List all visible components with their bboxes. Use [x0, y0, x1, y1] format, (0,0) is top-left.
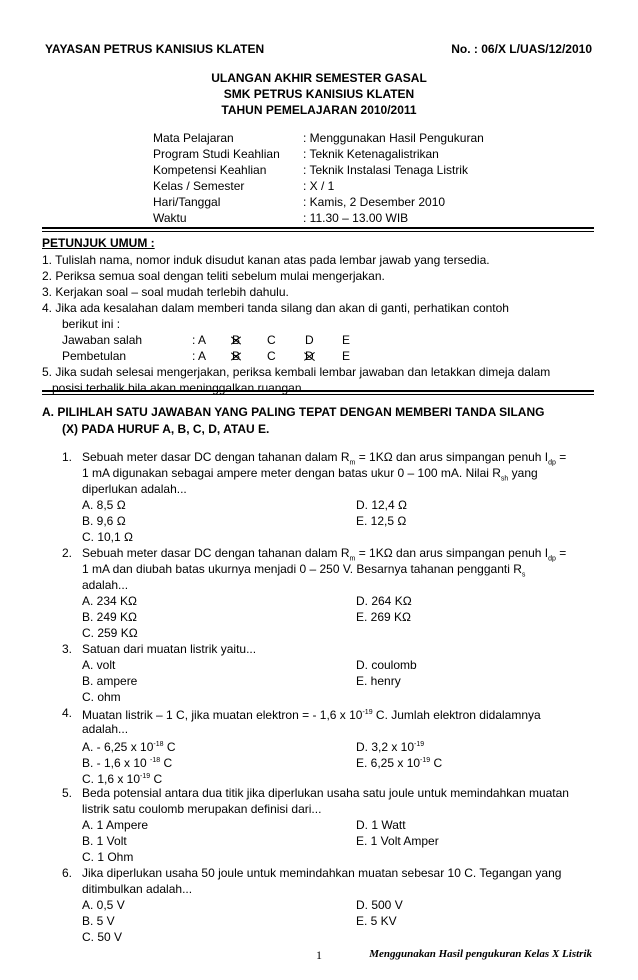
example-correction: Pembetulan : A B C D E: [62, 349, 351, 363]
q4-option-a: A. - 6,25 x $10^{-18}$ C: [82, 740, 176, 754]
question-5: 5. Beda potensial antara dua titik jika diperlukan usaha satu joule untuk memindahkan muatan: [62, 786, 569, 800]
question-3: 3. Satuan dari muatan listrik yaitu...: [62, 642, 257, 656]
divider-top: [42, 227, 594, 232]
question-2: 2. Sebuah meter dasar DC dengan tahanan dalam $R_m = 1K\Omega$ dan arus simpangan penuh $I_{dp}$ =: [62, 546, 567, 563]
q1-option-c: C. 10,1 Ω: [82, 530, 133, 544]
instruction-4-follow: berikut ini :: [62, 317, 121, 331]
q2-option-e: E. 269 KΩ: [356, 610, 412, 624]
q3-option-a: A. volt: [82, 658, 116, 672]
footer-text: Menggunakan Hasil pengukuran Kelas X Listrik: [369, 948, 592, 960]
q6-option-a: A. 0,5 V: [82, 898, 125, 912]
q3-option-e: E. henry: [356, 674, 401, 688]
question-4: 4. Muatan listrik – 1 C, jika muatan elektron = - 1,6 x $10^{-19}$ C. Jumlah elektron didalamnya: [62, 706, 541, 722]
instruction-2: 2. Periksa semua soal dengan teliti sebelum mulai mengerjakan.: [42, 269, 385, 283]
school-title: SMK PETRUS KANISIUS KLATEN: [223, 87, 415, 101]
q6-option-d: D. 500 V: [356, 898, 403, 912]
exam-title: ULANGAN AKHIR SEMESTER GASAL: [211, 71, 427, 85]
instruction-5: 5. Jika sudah selesai mengerjakan, periksa kembali lembar jawaban dan letakkan dimeja dalam: [42, 365, 551, 379]
instructions-title: PETUNJUK UMUM :: [42, 236, 155, 250]
info-date: Hari/Tanggal : Kamis, 2 Desember 2010: [153, 195, 446, 209]
q2-option-c: C. 259 KΩ: [82, 626, 138, 640]
instruction-4: 4. Jika ada kesalahan dalam memberi tanda silang dan akan di ganti, perhatikan contoh: [42, 301, 509, 315]
crossed-b: B: [232, 333, 241, 347]
crossed-b-double: B: [232, 349, 241, 363]
q4-option-e: E. 6,25 x $10^{-19}$ C: [356, 756, 443, 770]
q3-option-d: D. coulomb: [356, 658, 417, 672]
instruction-1: 1. Tulislah nama, nomor induk disudut kanan atas pada lembar jawab yang tersedia.: [42, 253, 490, 267]
instruction-5-cont: posisi terbalik bila akan meninggalkan ruangan.: [52, 381, 305, 395]
divider-middle: [42, 390, 594, 395]
info-class: Kelas / Semester : X / 1: [153, 179, 335, 193]
info-program: Program Studi Keahlian : Teknik Ketenagalistrikan: [153, 147, 439, 161]
q5-option-a: A. 1 Ampere: [82, 818, 149, 832]
q6-option-b: B. 5 V: [82, 914, 115, 928]
year-title: TAHUN PEMELAJARAN 2010/2011: [221, 103, 417, 117]
q1-option-a: A. 8,5 Ω: [82, 498, 126, 512]
section-a-heading-cont: (X) PADA HURUF A, B, C, D, ATAU E.: [62, 422, 270, 436]
q1-option-e: E. 12,5 Ω: [356, 514, 407, 528]
q6-option-e: E. 5 KV: [356, 914, 397, 928]
q2-option-b: B. 249 KΩ: [82, 610, 138, 624]
info-subject: Mata Pelajaran : Menggunakan Hasil Pengukuran: [153, 131, 484, 145]
q4-option-c: C. 1,6 x $10^{-19}$ C: [82, 772, 163, 786]
q5-option-b: B. 1 Volt: [82, 834, 127, 848]
instruction-3: 3. Kerjakan soal – soal mudah terlebih dahulu.: [42, 285, 289, 299]
example-wrong: Jawaban salah : A B C D E: [62, 333, 351, 347]
question-1: 1. Sebuah meter dasar DC dengan tahanan dalam $R_m = 1K\Omega$ dan arus simpangan penuh $I_{dp}$ =: [62, 450, 567, 467]
page-number: 1: [316, 948, 322, 962]
q1-option-d: D. 12,4 Ω: [356, 498, 407, 512]
section-a-heading: A. PILIHLAH SATU JAWABAN YANG PALING TEPAT DENGAN MEMBERI TANDA SILANG: [42, 405, 545, 419]
q3-option-c: C. ohm: [82, 690, 121, 704]
q5-option-d: D. 1 Watt: [356, 818, 406, 832]
q5-option-c: C. 1 Ohm: [82, 850, 134, 864]
document-number: No. : 06/X L/UAS/12/2010: [451, 42, 592, 56]
q5-option-e: E. 1 Volt Amper: [356, 834, 439, 848]
info-competency: Kompetensi Keahlian : Teknik Instalasi Tenaga Listrik: [153, 163, 468, 177]
q6-option-c: C. 50 V: [82, 930, 123, 944]
info-time: Waktu : 11.30 – 13.00 WIB: [153, 211, 409, 225]
q4-option-d: D. 3,2 x $10^{-19}$: [356, 740, 425, 754]
q2-option-d: D. 264 KΩ: [356, 594, 412, 608]
question-6: 6. Jika diperlukan usaha 50 joule untuk memindahkan muatan sebesar 10 C. Tegangan yang: [62, 866, 562, 880]
q4-option-b: B. - 1,6 x 10 $^{-18}$ C: [82, 756, 173, 770]
school-name: YAYASAN PETRUS KANISIUS KLATEN: [45, 42, 265, 56]
crossed-d: D: [305, 349, 314, 363]
q3-option-b: B. ampere: [82, 674, 138, 688]
q1-option-b: B. 9,6 Ω: [82, 514, 126, 528]
q2-option-a: A. 234 KΩ: [82, 594, 138, 608]
